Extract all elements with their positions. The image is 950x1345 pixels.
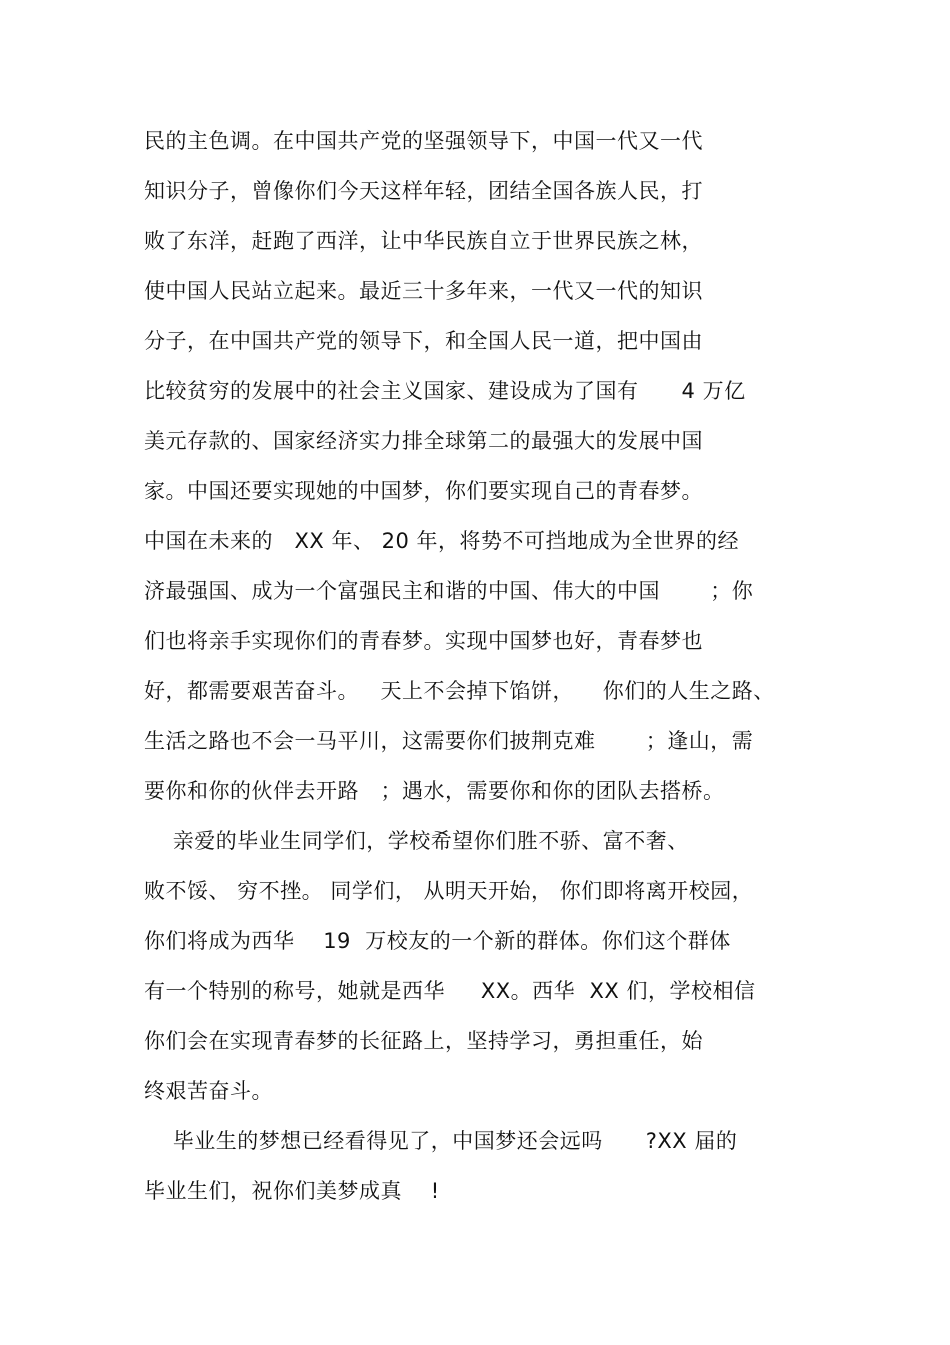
- text-line: 分子，在中国共产党的领导下，和全国人民一道，把中国由: [144, 329, 703, 353]
- paragraph-start-line: 亲爱的毕业生同学们，学校希望你们胜不骄、富不奢、: [144, 829, 689, 853]
- text-line: 败了东洋，赶跑了西洋，让中华民族自立于世界民族之林，: [144, 229, 703, 253]
- text-line: 生活之路也不会一马平川，这需要你们披荆克难 ；逢山，需: [144, 729, 754, 753]
- text-line: 美元存款的、国家经济实力排全球第二的最强大的发展中国: [144, 429, 703, 453]
- text-line: 你们会在实现青春梦的长征路上，坚持学习，勇担重任，始: [144, 1029, 703, 1053]
- text-line: 使中国人民站立起来。最近三十多年来，一代又一代的知识: [144, 279, 703, 303]
- text-line: 们也将亲手实现你们的青春梦。实现中国梦也好，青春梦也: [144, 629, 703, 653]
- text-line: 济最强国、成为一个富强民主和谐的中国、伟大的中国 ；你: [144, 579, 754, 603]
- text-line: 好，都需要艰苦奋斗。 天上不会掉下馅饼， 你们的人生之路、: [144, 679, 775, 703]
- text-line: 毕业生们，祝你们美梦成真 !: [144, 1179, 440, 1203]
- text-line: 中国在未来的 XX 年、 20 年，将势不可挡地成为全世界的经: [144, 529, 740, 553]
- text-line: 有一个特别的称号，她就是西华 XX。西华 XX 们，学校相信: [144, 979, 756, 1003]
- text-line: 知识分子，曾像你们今天这样年轻，团结全国各族人民，打: [144, 179, 703, 203]
- text-line: 民的主色调。在中国共产党的坚强领导下，中国一代又一代: [144, 129, 703, 153]
- text-line: 终艰苦奋斗。: [144, 1079, 273, 1103]
- text-line: 败不馁、 穷不挫。 同学们， 从明天开始， 你们即将离开校园，: [144, 879, 754, 903]
- text-line: 家。中国还要实现她的中国梦，你们要实现自己的青春梦。: [144, 479, 703, 503]
- text-line: 你们将成为西华 19 万校友的一个新的群体。你们这个群体: [144, 929, 731, 953]
- text-line: 要你和你的伙伴去开路 ；遇水，需要你和你的团队去搭桥。: [144, 779, 725, 803]
- paragraph-start-line: 毕业生的梦想已经看得见了，中国梦还会远吗 ?XX 届的: [144, 1129, 738, 1153]
- text-line: 比较贫穷的发展中的社会主义国家、建设成为了国有 4 万亿: [144, 379, 746, 403]
